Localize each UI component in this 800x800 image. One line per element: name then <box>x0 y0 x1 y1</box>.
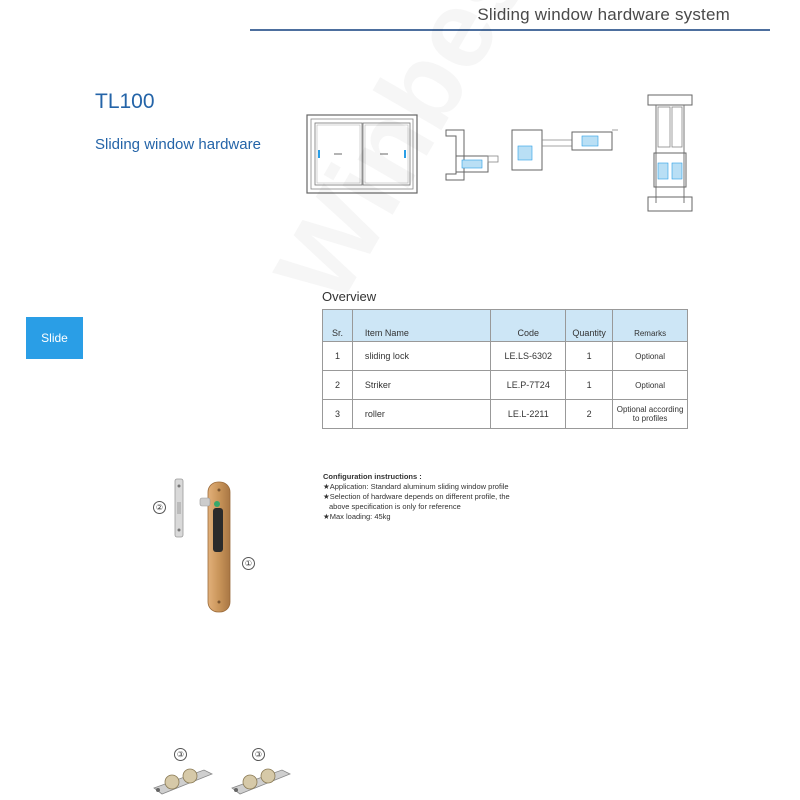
overview-title: Overview <box>322 289 377 304</box>
cell-remarks: Optional <box>613 371 688 400</box>
cell-remarks: Optional <box>613 342 688 371</box>
cell-code: LE.L-2211 <box>491 400 566 429</box>
cell-quantity: 1 <box>566 371 613 400</box>
product-model: TL100 <box>95 90 155 113</box>
cell-item-name: sliding lock <box>352 342 491 371</box>
cell-sr: 1 <box>323 342 353 371</box>
cell-code: LE.LS-6302 <box>491 342 566 371</box>
slide-tab[interactable]: Slide <box>26 317 83 359</box>
cell-quantity: 1 <box>566 342 613 371</box>
column-header-item-name: Item Name <box>352 310 491 342</box>
roller-image <box>150 762 214 798</box>
part-label-striker: ② <box>153 501 166 514</box>
column-header-remarks: Remarks <box>613 310 688 342</box>
table-header-row <box>323 310 688 342</box>
cell-item-name: roller <box>352 400 491 429</box>
cell-quantity: 2 <box>566 400 613 429</box>
config-title: Configuration instructions : <box>323 472 422 481</box>
part-label-roller: ③ <box>252 748 265 761</box>
config-line: above specification is only for reference <box>329 502 461 511</box>
configuration-instructions <box>323 472 553 522</box>
cell-sr: 3 <box>323 400 353 429</box>
column-header-sr: Sr. <box>323 310 353 342</box>
part-label-lock: ① <box>242 557 255 570</box>
config-line: ★Selection of hardware depends on different profile, the <box>323 492 510 501</box>
overview-table <box>322 309 688 429</box>
column-header-quantity: Quantity <box>566 310 613 342</box>
cell-code: LE.P-7T24 <box>491 371 566 400</box>
striker-image <box>172 478 186 538</box>
column-header-code: Code <box>491 310 566 342</box>
cell-sr: 2 <box>323 371 353 400</box>
sliding-lock-image <box>198 480 234 616</box>
table-row <box>323 400 688 429</box>
roller-image <box>228 762 292 798</box>
vertical-section-drawing <box>644 93 696 215</box>
horizontal-section-drawing <box>442 126 620 184</box>
window-elevation-drawing <box>306 114 418 194</box>
config-line: ★Application: Standard aluminum sliding window profile <box>323 482 509 491</box>
product-subtitle: Sliding window hardware <box>95 136 261 153</box>
table-row <box>323 371 688 400</box>
config-line: ★Max loading: 45kg <box>323 512 391 521</box>
cell-item-name: Striker <box>352 371 491 400</box>
table-row <box>323 342 688 371</box>
part-label-roller: ③ <box>174 748 187 761</box>
cell-remarks: Optional according to profiles <box>613 400 688 429</box>
header-title: Sliding window hardware system <box>477 5 730 24</box>
header-divider <box>250 29 770 31</box>
